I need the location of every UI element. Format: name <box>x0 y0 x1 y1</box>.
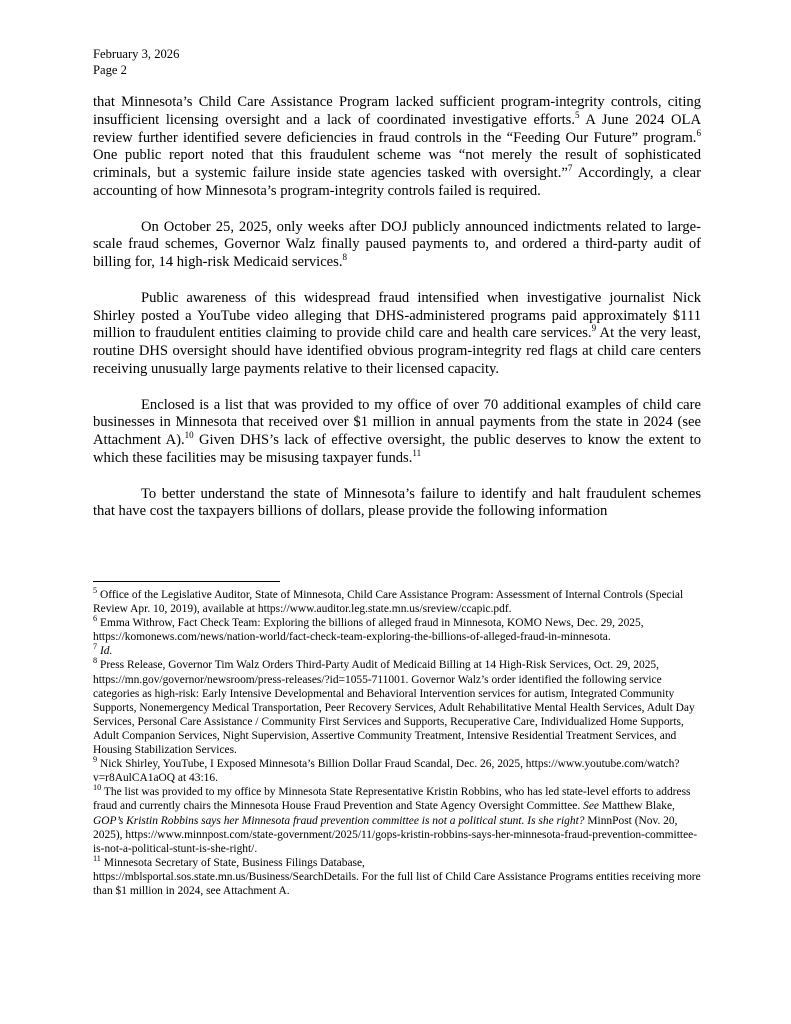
footnote-5 <box>93 588 701 616</box>
footnote-6 <box>93 616 701 644</box>
footnote-ref-8: 8 <box>342 252 348 263</box>
footnote-10 <box>93 785 701 855</box>
footnote-signal-see: See <box>583 800 599 813</box>
paragraph-2-text: On October 25, 2025, only weeks after DOJ publicly announced indictments related to large-scale fraud schemes, Governor Walz finally paused payments to, and ordered a third-party audit of billing for, 14 high-risk Medicaid services. <box>93 218 701 271</box>
footnote-text-c: MinnPost (Nov. 20, 2025), https://www.minnpost.com/state-government/2025/11/gops-kristin-robbins-says-her-minnesota-fraud-prevention-committee-is-not-a-political-stunt-is-she-right/. <box>93 814 698 855</box>
paragraph-5 <box>93 486 701 522</box>
footnote-article-title: GOP’s Kristin Robbins says her Minnesota fraud prevention committee is not a political stunt. Is she right? <box>93 814 585 827</box>
footnote-text-b: Matthew Blake, <box>598 800 675 813</box>
footnote-text-b: https://mblsportal.sos.state.mn.us/Business/SearchDetails. For the full list of Child Care Assistance Programs entities receiving more than $1 million in 2024, see Attachment A. <box>93 870 701 897</box>
paragraph-1 <box>93 94 701 201</box>
letter-date: February 3, 2026 <box>93 47 180 61</box>
footnote-text: Id. <box>97 645 113 658</box>
footnotes <box>93 588 701 898</box>
footnote-7 <box>93 644 701 658</box>
footnote-ref-5: 5 <box>575 109 580 120</box>
footnote-text: Nick Shirley, YouTube, I Exposed Minnesota’s Billion Dollar Fraud Scandal, Dec. 26, 2025, https://www.youtube.com/watch?v=r8AulCA1aOQ at 43:16. <box>93 758 680 785</box>
paragraph-3-text-a: Public awareness of this widespread fraud intensified when investigative journalist Nick Shirley posted a YouTube video alleging that DHS-administered programs paid approximately $111 million to fraudulent entities claiming to provide child care and health care services. <box>93 289 701 342</box>
footnote-9 <box>93 757 701 785</box>
paragraph-5-text: To better understand the state of Minnesota’s failure to identify and halt fraudulent schemes that have cost the taxpayers billions of dollars, please provide the following information <box>93 485 701 520</box>
footnote-text: Office of the Legislative Auditor, State of Minnesota, Child Care Assistance Program: Assessment of Internal Controls (Special Review Apr. 10, 2019), available at https://www.auditor.leg.state.mn.us/sreview/ccapic.pdf. <box>93 589 684 616</box>
footnote-text-a: Minnesota Secretary of State, Business Filings Database, <box>100 856 365 869</box>
footnote-number: 7 <box>93 642 98 652</box>
footnote-number: 9 <box>93 755 98 765</box>
paragraph-4 <box>93 397 701 468</box>
page-header <box>93 46 179 78</box>
page-number: Page 2 <box>93 63 127 77</box>
paragraph-3 <box>93 290 701 379</box>
footnote-number: 11 <box>93 853 101 863</box>
paragraph-1-text-a: that Minnesota’s Child Care Assistance Program lacked sufficient program-integrity controls, citing insufficient licensing oversight and a lack of coordinated investigative efforts. <box>93 94 701 128</box>
footnote-text: Press Release, Governor Tim Walz Orders Third-Party Audit of Medicaid Billing at 14 High-Risk Services, Oct. 29, 2025, https://mn.gov/governor/newsroom/press-releases/?id=1055-711001. Governor Walz’s order identified the following service categories as high-risk: Early Intensive Developmental and Behavioral Intervention services for autism, Integrated Community Supports, Nonemergency Medical Transportation, Peer Recovery Services, Adult Rehabilitative Mental Health Services, Adult Day Services, Personal Care Assistance / Community First Services and Supports, Recuperative Care, Individualized Home Supports, Adult Companion Services, Night Supervision, Assertive Community Treatment, Intensive Residential Treatment Services, and Housing Stabilization Services. <box>93 659 695 757</box>
paragraph-4-text-a: Enclosed is a list that was provided to my office of over 70 additional examples of child care businesses in Minnesota that received over $1 million in annual payments from the state in 2024 (see Attachment A). <box>93 396 701 449</box>
letter-body <box>93 94 701 539</box>
footnote-number: 6 <box>93 614 98 624</box>
footnote-text-a: The list was provided to my office by Minnesota State Representative Kristin Robbins, who has led state-level efforts to address fraud and currently chairs the Minnesota House Fraud Prevention and State Agency Oversight Committee. <box>93 786 691 813</box>
footnote-11 <box>93 853 701 898</box>
paragraph-4-text-b: Given DHS’s lack of effective oversight, the public deserves to know the extent to which these facilities may be misusing taxpayer funds. <box>93 432 701 466</box>
footnote-number: 5 <box>93 586 98 596</box>
footnote-number: 10 <box>93 783 102 793</box>
footnote-number: 8 <box>93 656 98 666</box>
footnote-ref-9: 9 <box>591 323 597 334</box>
paragraph-1-text-b: A June 2024 OLA review further identified severe deficiencies in fraud controls in the “Feeding Our Future” program. <box>93 111 702 146</box>
paragraph-2 <box>93 219 701 272</box>
footnote-text: Emma Withrow, Fact Check Team: Exploring the billions of alleged fraud in Minnesota, KOMO News, Dec. 29, 2025, https://komonews.com/news/nation-world/fact-check-team-exploring-the-billions-of-alleged-fraud-in-minnesota. <box>93 617 644 644</box>
paragraph-1-text-c: One public report noted that this fraudulent scheme was “not merely the result of sophisticated criminals, but a systemic failure inside state agencies tasked with oversight.” <box>93 147 701 182</box>
paragraph-1-text-d: Accordingly, a clear accounting of how Minnesota’s program-integrity controls failed is required. <box>93 165 701 199</box>
footnote-8 <box>93 658 701 757</box>
footnote-ref-7: 7 <box>567 163 573 174</box>
paragraph-3-text-b: At the very least, routine DHS oversight should have identified obvious program-integrity red flags at child care centers receiving unusually large payments relative to their licensed capacity. <box>93 325 701 377</box>
footnote-ref-11: 11 <box>412 448 422 459</box>
footnote-ref-10: 10 <box>184 430 194 441</box>
footnote-separator <box>93 581 280 582</box>
footnote-ref-6: 6 <box>696 127 701 138</box>
